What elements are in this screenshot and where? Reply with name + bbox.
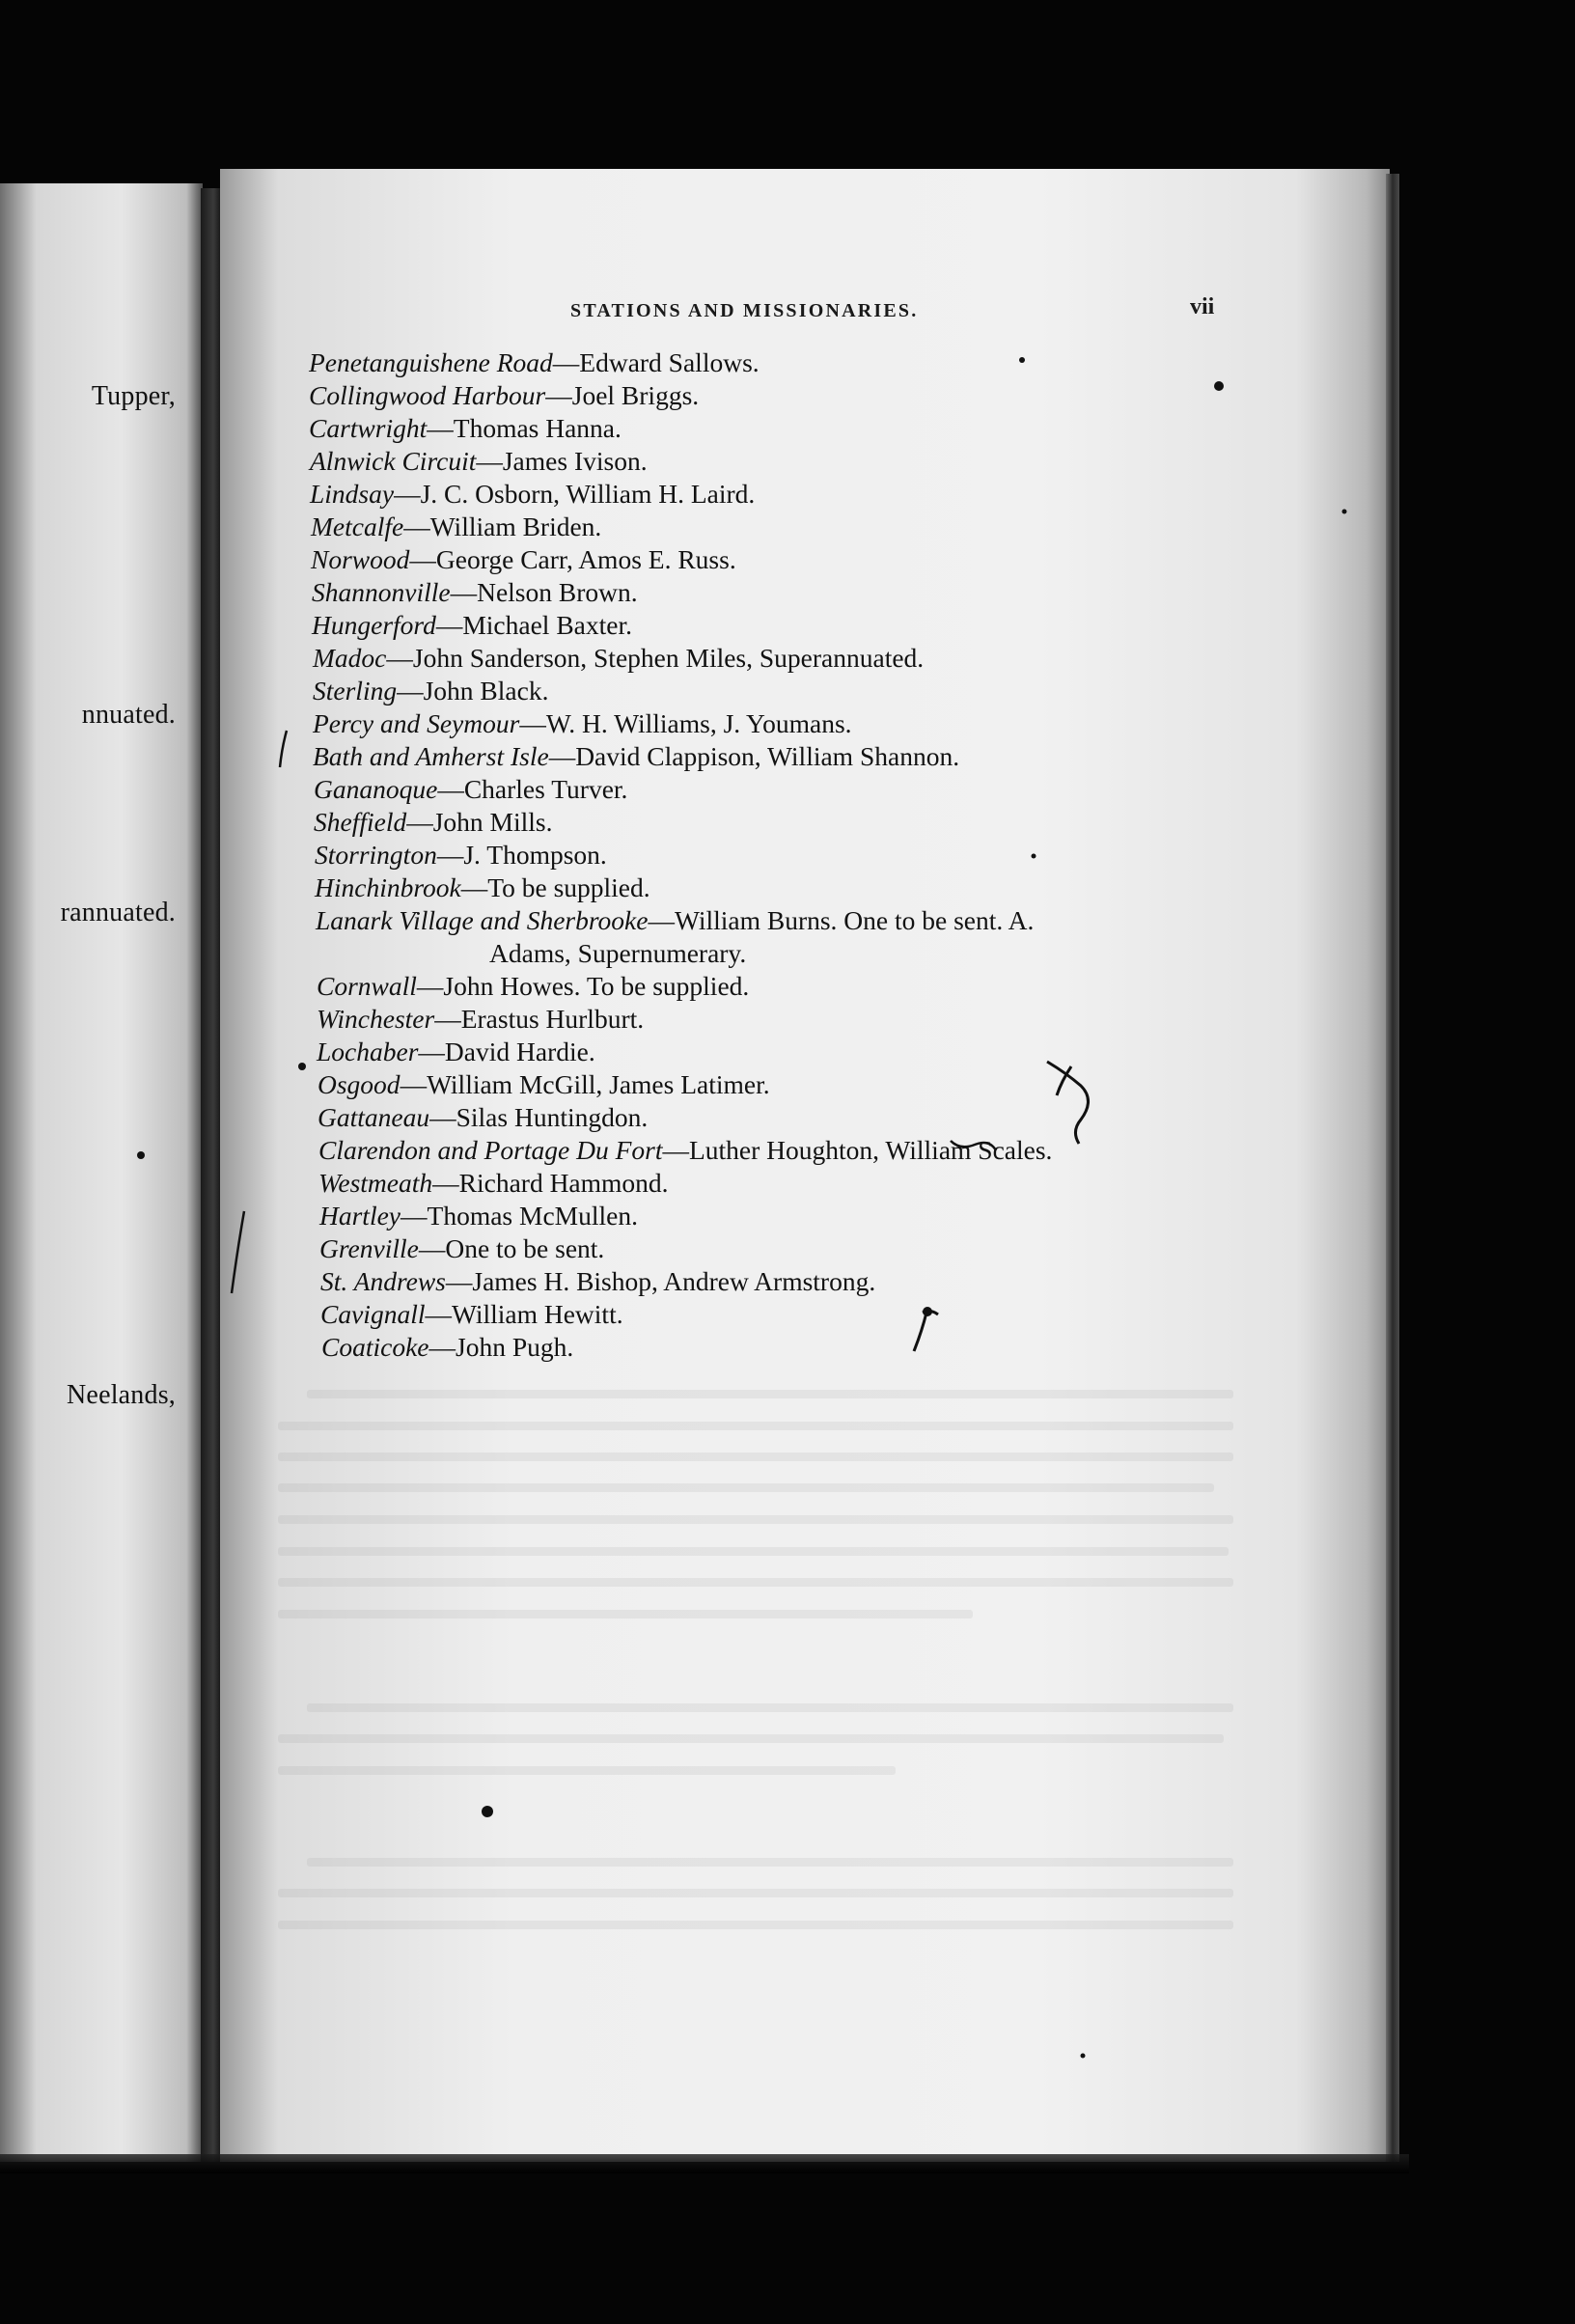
book-gutter [201,188,222,2162]
station-name: Lanark Village and Sherbrooke [316,905,649,935]
station-entry: Cartwright—Thomas Hanna. [309,413,622,443]
right-page [220,169,1390,2162]
station-name: Westmeath [318,1168,433,1198]
station-entry: St. Andrews—James H. Bishop, Andrew Armstrong. [320,1266,876,1296]
station-entry: Sterling—John Black. [313,676,549,706]
station-name: Alnwick Circuit [310,446,477,476]
station-entry: Winchester—Erastus Hurlburt. [317,1004,645,1034]
station-missionaries: James Ivison. [502,446,648,476]
station-entry: Gattaneau—Silas Huntingdon. [318,1102,649,1132]
station-name: Coaticoke [321,1332,429,1362]
station-missionaries: Luther Houghton, William Scales. [688,1135,1053,1165]
station-missionaries: John Pugh. [456,1332,574,1362]
station-missionaries: One to be sent. [445,1233,605,1263]
station-missionaries: Michael Baxter. [462,610,632,640]
station-missionaries: Thomas Hanna. [453,413,622,443]
station-name: Cornwall [317,971,417,1001]
station-entry: Sheffield—John Mills. [314,807,553,837]
station-missionaries: J. C. Osborn, William H. Laird. [420,479,756,509]
station-name: Sterling [313,676,398,706]
station-name: Grenville [319,1233,419,1263]
station-missionaries: John Mills. [432,807,553,837]
left-fragment-line: Tupper, [91,381,176,411]
station-missionaries: W. H. Williams, J. Youmans. [545,708,852,738]
station-missionaries: David Clappison, William Shannon. [575,741,960,771]
station-entry: Bath and Amherst Isle—David Clappison, William Shannon. [313,741,960,771]
station-missionaries: David Hardie. [444,1037,595,1066]
station-missionaries: William Briden. [429,512,602,541]
station-entry: Grenville—One to be sent. [319,1233,605,1263]
station-missionaries: Joel Briggs. [571,380,700,410]
station-entry: Gananoque—Charles Turver. [314,774,628,804]
station-name: Winchester [317,1004,435,1034]
station-entry: Coaticoke—John Pugh. [321,1332,574,1362]
station-name: Hungerford [312,610,436,640]
station-entry: Westmeath—Richard Hammond. [318,1168,669,1198]
station-entry-continuation [489,939,746,968]
station-entry: Lochaber—David Hardie. [317,1037,595,1066]
station-name: Norwood [311,544,410,574]
station-missionaries: James H. Bishop, Andrew Armstrong. [472,1266,876,1296]
station-missionaries: William McGill, James Latimer. [427,1069,770,1099]
station-missionaries: Edward Sallows. [579,347,760,377]
station-missionaries: John Black. [423,676,549,706]
station-entry: Penetanguishene Road—Edward Sallows. [309,347,760,377]
station-missionaries: John Sanderson, Stephen Miles, Superannuated. [412,643,925,673]
station-name: Clarendon and Portage Du Fort [318,1135,663,1165]
station-name: Percy and Seymour [313,708,520,738]
station-missionaries: Nelson Brown. [477,577,638,607]
bottom-edge-shadow [0,2154,1409,2173]
station-entry: Lindsay—J. C. Osborn, William H. Laird. [310,479,756,509]
left-fragment-line: nnuated. [81,700,176,730]
station-name: Cavignall [320,1299,426,1329]
station-name: Bath and Amherst Isle [313,741,549,771]
station-name: Shannonville [312,577,451,607]
station-entry: Percy and Seymour—W. H. Williams, J. Youmans. [313,708,852,738]
station-name: Gananoque [314,774,438,804]
station-entry: Metcalfe—William Briden. [311,512,602,541]
station-entry: Osgood—William McGill, James Latimer. [318,1069,770,1099]
station-name: Hinchinbrook [315,872,461,902]
station-entry: Shannonville—Nelson Brown. [312,577,638,607]
station-entry: Lanark Village and Sherbrooke—William Burns. One to be sent. A. [316,905,1035,935]
station-missionaries: William Burns. One to be sent. A. [674,905,1035,935]
station-entry: Clarendon and Portage Du Fort—Luther Houghton, William Scales. [318,1135,1053,1165]
station-name: Sheffield [314,807,407,837]
station-missionaries: George Carr, Amos E. Russ. [435,544,736,574]
station-entry: Storrington—J. Thompson. [315,840,607,870]
station-name: Osgood [318,1069,401,1099]
left-fragment-line: rannuated. [60,898,176,927]
station-name: St. Andrews [320,1266,446,1296]
station-missionaries: Adams, Supernumerary. [489,938,747,968]
station-entry: Cavignall—William Hewitt. [320,1299,623,1329]
station-list [220,169,1390,2162]
station-missionaries: Silas Huntingdon. [456,1102,649,1132]
station-name: Metcalfe [311,512,404,541]
left-page-fragment [0,183,203,2162]
station-missionaries: Richard Hammond. [458,1168,669,1198]
station-missionaries: To be supplied. [487,872,650,902]
left-fragment-line: Neelands, [67,1380,176,1410]
station-name: Collingwood Harbour [309,380,546,410]
station-entry: Cornwall—John Howes. To be supplied. [317,971,750,1001]
station-missionaries: John Howes. To be supplied. [443,971,750,1001]
station-name: Cartwright [309,413,428,443]
station-name: Lindsay [310,479,395,509]
station-entry: Norwood—George Carr, Amos E. Russ. [311,544,736,574]
station-missionaries: William Hewitt. [451,1299,623,1329]
station-entry: Madoc—John Sanderson, Stephen Miles, Superannuated. [313,643,925,673]
station-entry: Collingwood Harbour—Joel Briggs. [309,380,700,410]
station-entry: Hinchinbrook—To be supplied. [315,872,650,902]
station-missionaries: J. Thompson. [463,840,607,870]
station-name: Gattaneau [318,1102,430,1132]
station-missionaries: Erastus Hurlburt. [460,1004,645,1034]
station-name: Penetanguishene Road [309,347,553,377]
station-name: Lochaber [317,1037,419,1066]
station-name: Storrington [315,840,437,870]
running-head: STATIONS AND MISSIONARIES. [570,300,919,321]
page-edge-shadow [1386,174,1399,2162]
station-missionaries: Thomas McMullen. [427,1201,638,1231]
station-missionaries: Charles Turver. [463,774,628,804]
station-entry: Hartley—Thomas McMullen. [319,1201,638,1231]
station-name: Hartley [319,1201,401,1231]
station-name: Madoc [313,643,387,673]
station-entry: Alnwick Circuit—James Ivison. [310,446,648,476]
page-number: vii [1190,294,1215,319]
station-entry: Hungerford—Michael Baxter. [312,610,632,640]
